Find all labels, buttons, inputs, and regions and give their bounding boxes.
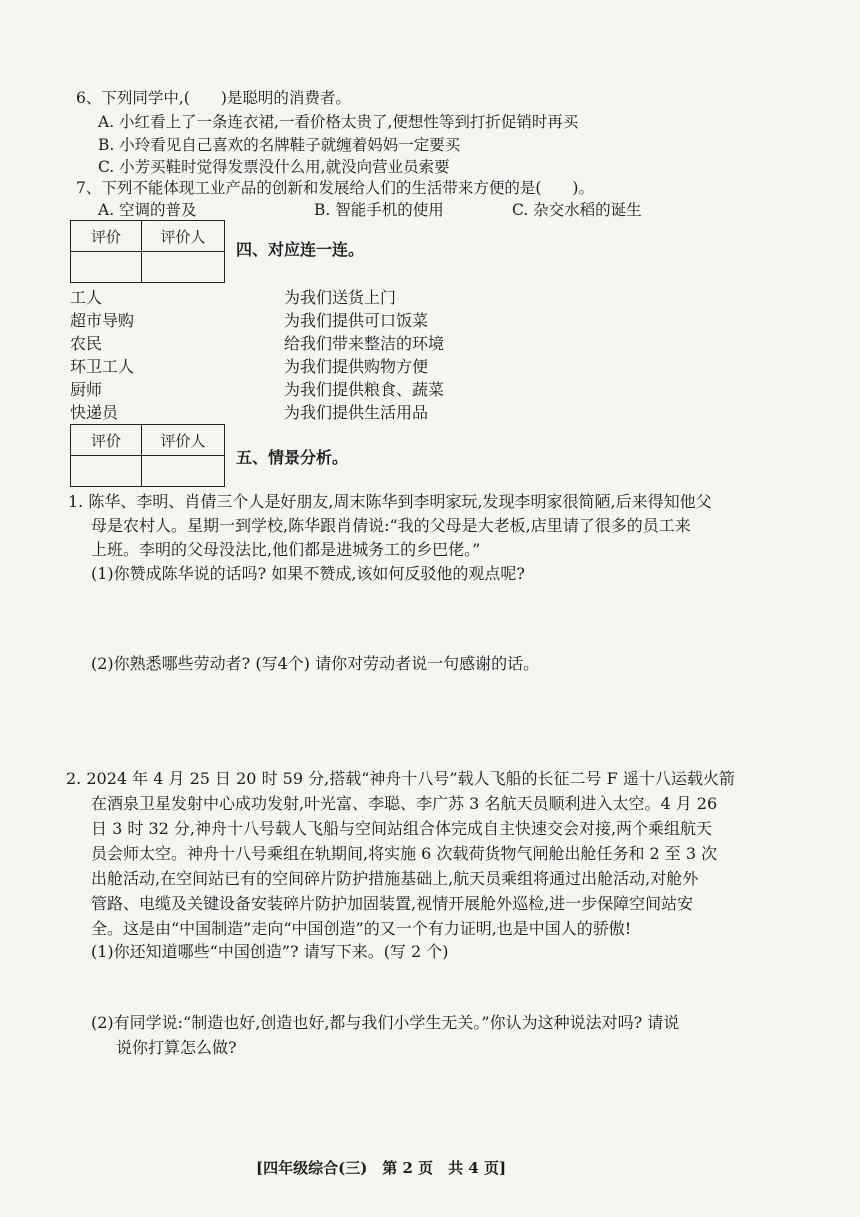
page-footer: [四年级综合(三) 第 2 页 共 4 页] — [256, 1159, 507, 1177]
eval-label-cell: 评价 — [71, 221, 142, 252]
problem2-line-1: 2. 2024 年 4 月 25 日 20 时 59 分,搭载“神舟十八号”载人飞船的长征二号 F 遥十八运载火箭 — [66, 769, 735, 788]
q7-option-c: C. 杂交水稻的诞生 — [512, 201, 642, 219]
match-left-chef[interactable]: 厨师 — [70, 380, 103, 399]
q7-option-a: A. 空调的普及 — [98, 201, 197, 219]
evaluation-box-2 — [70, 424, 225, 487]
evaluator-label-cell: 评价人 — [142, 221, 225, 252]
problem2-question-2-line-2: 说你打算怎么做? — [116, 1038, 237, 1057]
problem1-question-2: (2)你熟悉哪些劳动者? (写4个) 请你对劳动者说一句感谢的话。 — [91, 654, 540, 673]
match-right-meals[interactable]: 为我们提供可口饭菜 — [284, 311, 429, 330]
match-left-supermarket-guide[interactable]: 超市导购 — [70, 311, 135, 330]
problem1-line-2: 母是农村人。星期一到学校,陈华跟肖倩说:“我的父母是大老板,店里请了很多的员工来 — [91, 516, 691, 535]
q7-option-b: B. 智能手机的使用 — [314, 201, 444, 219]
match-left-farmer[interactable]: 农民 — [70, 334, 103, 353]
problem2-line-4: 员会师太空。神舟十八号乘组在轨期间,将实施 6 次载荷货物气闸舱出舱任务和 2 至 3 次 — [91, 844, 718, 863]
match-left-worker[interactable]: 工人 — [70, 288, 103, 307]
q7-stem: 7、下列不能体现工业产品的创新和发展给人们的生活带来方便的是( )。 — [76, 179, 594, 197]
eval-score-cell[interactable] — [71, 456, 142, 487]
evaluator-name-cell[interactable] — [142, 456, 225, 487]
problem2-line-2: 在酒泉卫星发射中心成功发射,叶光富、李聪、李广苏 3 名航天员顺利进入太空。4 月 26 — [91, 794, 718, 813]
match-left-sanitation-worker[interactable]: 环卫工人 — [70, 357, 135, 376]
problem2-line-3: 日 3 时 32 分,神舟十八号载人飞船与空间站组合体完成自主快速交会对接,两个乘组航天 — [91, 819, 713, 838]
eval-score-cell[interactable] — [71, 252, 142, 283]
problem2-question-2-line-1: (2)有同学说:“制造也好,创造也好,都与我们小学生无关。”你认为这种说法对吗? 请说 — [91, 1013, 680, 1032]
problem2-line-6: 管路、电缆及关键设备安装碎片防护加固装置,视情开展舱外巡检,进一步保障空间站安 — [91, 894, 694, 913]
problem2-line-5: 出舱活动,在空间站已有的空间碎片防护措施基础上,航天员乘组将通过出舱活动,对舱外 — [91, 869, 699, 888]
eval-label-cell: 评价 — [71, 425, 142, 456]
match-right-food-vegetables[interactable]: 为我们提供粮食、蔬菜 — [284, 380, 445, 399]
q6-option-b: B. 小玲看见自己喜欢的名牌鞋子就缠着妈妈一定要买 — [98, 136, 461, 154]
problem1-line-1: 1. 陈华、李明、肖倩三个人是好朋友,周末陈华到李明家玩,发现李明家很简陋,后来得知他父 — [68, 492, 712, 511]
evaluator-label-cell: 评价人 — [142, 425, 225, 456]
q6-option-c: C. 小芳买鞋时觉得发票没什么用,就没向营业员索要 — [98, 158, 450, 176]
problem2-question-1: (1)你还知道哪些“中国创造”? 请写下来。(写 2 个) — [91, 942, 449, 961]
evaluator-name-cell[interactable] — [142, 252, 225, 283]
q6-option-a: A. 小红看上了一条连衣裙,一看价格太贵了,便想性等到打折促销时再买 — [98, 113, 579, 131]
section4-title: 四、对应连一连。 — [236, 240, 365, 259]
problem1-question-1: (1)你赞成陈华说的话吗? 如果不赞成,该如何反驳他的观点呢? — [91, 564, 525, 583]
match-right-shopping[interactable]: 为我们提供购物方便 — [284, 357, 429, 376]
match-right-delivery[interactable]: 为我们送货上门 — [284, 288, 397, 307]
match-right-clean-environment[interactable]: 给我们带来整洁的环境 — [284, 334, 445, 353]
problem1-line-3: 上班。李明的父母没法比,他们都是进城务工的乡巴佬。” — [91, 540, 481, 559]
problem2-line-7: 全。这是由“中国制造”走向“中国创造”的又一个有力证明,也是中国人的骄傲! — [91, 919, 632, 938]
section5-title: 五、情景分析。 — [236, 448, 349, 467]
q6-stem: 6、下列同学中,( )是聪明的消费者。 — [76, 89, 351, 107]
match-left-courier[interactable]: 快递员 — [70, 403, 119, 422]
evaluation-box-1 — [70, 220, 225, 283]
match-right-daily-goods[interactable]: 为我们提供生活用品 — [284, 403, 429, 422]
